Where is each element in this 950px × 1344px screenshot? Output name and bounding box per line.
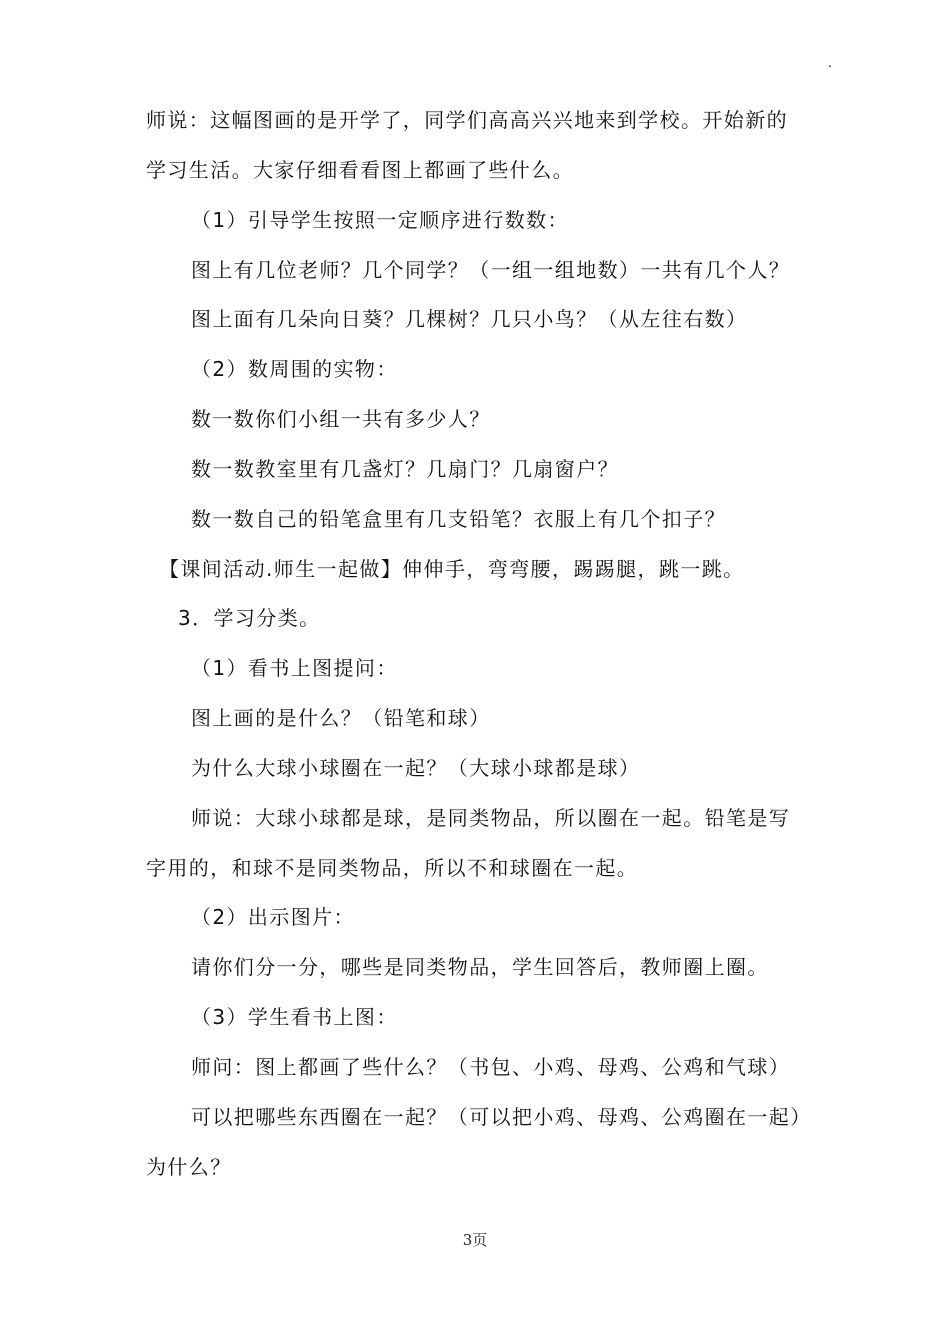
text-line: 为什么？ [146,1155,232,1179]
text-line: 数一数教室里有几盏灯？几扇门？几扇窗户？ [191,457,619,481]
text-line: （2）数周围的实物： [191,357,398,381]
text-line: 图上有几位老师？几个同学？（一组一组地数）一共有几个人？ [191,258,791,282]
text-line: 【课间活动.师生一起做】伸伸手，弯弯腰，踢踢腿，跳一跳。 [159,557,745,581]
text-line: （2）出示图片： [191,905,355,929]
text-line: 可以把哪些东西圈在一起？（可以把小鸡、母鸡、公鸡圈在一起） [191,1105,812,1129]
text-line: 字用的，和球不是同类物品，所以不和球圈在一起。 [146,856,639,880]
text-line: 图上面有几朵向日葵？几棵树？几只小鸟？（从左往右数） [191,307,748,331]
text-line: 师说：大球小球都是球，是同类物品，所以圈在一起。铅笔是写 [191,806,791,830]
page-number: 3页 [462,1231,488,1249]
text-line: （1）引导学生按照一定顺序进行数数： [191,208,569,232]
text-line: 师说：这幅图画的是开学了，同学们高高兴兴地来到学校。开始新的 [146,108,788,132]
text-line: 为什么大球小球圈在一起？（大球小球都是球） [191,756,641,780]
text-line: 图上画的是什么？（铅笔和球） [191,706,491,730]
text-line: 数一数自己的铅笔盒里有几支铅笔？衣服上有几个扣子？ [191,507,726,531]
text-line: 师问：图上都画了些什么？（书包、小鸡、母鸡、公鸡和气球） [191,1055,791,1079]
section-heading: 3．学习分类。 [178,606,321,630]
text-line: 数一数你们小组一共有多少人？ [191,407,491,431]
text-line: （1）看书上图提问： [191,656,398,680]
corner-mark: . [828,56,832,70]
text-line: 学习生活。大家仔细看看图上都画了些什么。 [146,158,574,182]
text-line: （3）学生看书上图： [191,1005,398,1029]
text-line: 请你们分一分，哪些是同类物品，学生回答后，教师圈上圈。 [191,955,769,979]
